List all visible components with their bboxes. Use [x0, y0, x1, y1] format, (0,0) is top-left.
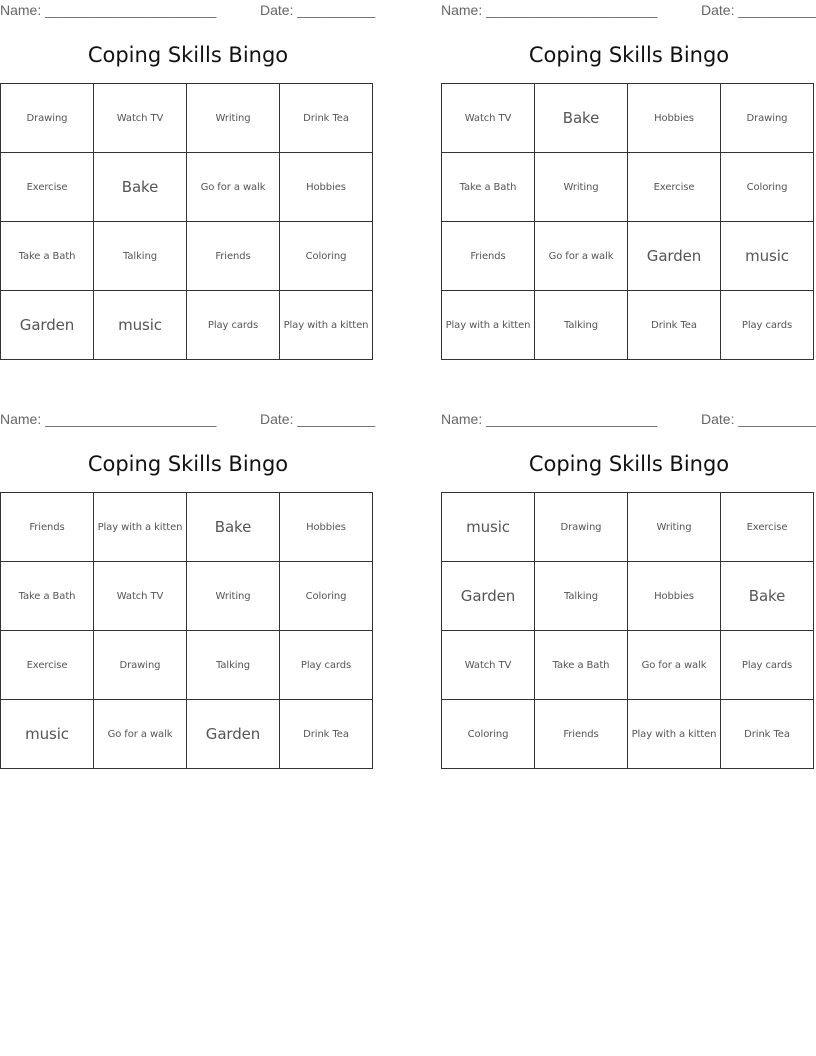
bingo-cell: Talking: [535, 562, 628, 631]
bingo-cell: Take a Bath: [1, 222, 94, 291]
bingo-cell: Friends: [535, 700, 628, 769]
bingo-cell: Writing: [628, 493, 721, 562]
card-title: Coping Skills Bingo: [87, 452, 289, 476]
date-field-label: Date: __________: [701, 2, 816, 18]
bingo-cell: music: [442, 493, 535, 562]
bingo-cell: Take a Bath: [442, 153, 535, 222]
bingo-cell: Talking: [535, 291, 628, 360]
bingo-cell: Play with a kitten: [628, 700, 721, 769]
bingo-cell: Drawing: [721, 84, 814, 153]
bingo-cell: Friends: [1, 493, 94, 562]
bingo-cell: Writing: [187, 84, 280, 153]
bingo-card-2: [441, 0, 816, 372]
date-field-label: Date: __________: [701, 411, 816, 427]
card-title: Coping Skills Bingo: [87, 43, 289, 67]
name-field-label: Name: ______________________: [0, 2, 217, 18]
bingo-cell: music: [94, 291, 187, 360]
bingo-cell: Play with a kitten: [94, 493, 187, 562]
name-field-label: Name: ______________________: [441, 411, 658, 427]
bingo-grid: [0, 492, 373, 769]
bingo-cell: Coloring: [280, 222, 373, 291]
card-header: [441, 2, 816, 20]
bingo-cell: Bake: [535, 84, 628, 153]
bingo-cell: Watch TV: [94, 562, 187, 631]
date-field-label: Date: __________: [260, 411, 376, 427]
bingo-cell: Take a Bath: [535, 631, 628, 700]
bingo-cell: Exercise: [721, 493, 814, 562]
bingo-cell: Hobbies: [280, 493, 373, 562]
bingo-cell: Coloring: [280, 562, 373, 631]
bingo-cell: Coloring: [721, 153, 814, 222]
bingo-cell: music: [1, 700, 94, 769]
bingo-cell: Play cards: [280, 631, 373, 700]
bingo-cell: Play cards: [187, 291, 280, 360]
bingo-cell: Drink Tea: [280, 700, 373, 769]
bingo-cell: Drawing: [535, 493, 628, 562]
bingo-cell: Bake: [721, 562, 814, 631]
bingo-cell: Exercise: [1, 153, 94, 222]
bingo-cell: Bake: [187, 493, 280, 562]
bingo-cell: Hobbies: [280, 153, 373, 222]
bingo-grid: [0, 83, 373, 360]
bingo-cell: Take a Bath: [1, 562, 94, 631]
bingo-cell: Friends: [187, 222, 280, 291]
bingo-cell: Garden: [1, 291, 94, 360]
bingo-cell: Writing: [535, 153, 628, 222]
bingo-cell: Exercise: [1, 631, 94, 700]
bingo-card-1: [0, 0, 376, 372]
bingo-cell: Play cards: [721, 291, 814, 360]
bingo-cell: Drink Tea: [721, 700, 814, 769]
date-field-label: Date: __________: [260, 2, 376, 18]
bingo-cell: Exercise: [628, 153, 721, 222]
bingo-cell: Watch TV: [94, 84, 187, 153]
bingo-cell: Go for a walk: [535, 222, 628, 291]
bingo-cell: Play cards: [721, 631, 814, 700]
bingo-cell: Friends: [442, 222, 535, 291]
bingo-cell: Garden: [187, 700, 280, 769]
bingo-cell: Go for a walk: [94, 700, 187, 769]
bingo-cell: Watch TV: [442, 631, 535, 700]
bingo-cell: music: [721, 222, 814, 291]
card-title: Coping Skills Bingo: [528, 43, 730, 67]
bingo-card-4: [441, 409, 816, 781]
bingo-cell: Drink Tea: [280, 84, 373, 153]
bingo-cell: Hobbies: [628, 84, 721, 153]
card-header: [0, 2, 376, 20]
bingo-cell: Play with a kitten: [280, 291, 373, 360]
bingo-cell: Talking: [94, 222, 187, 291]
bingo-cell: Garden: [628, 222, 721, 291]
bingo-cell: Watch TV: [442, 84, 535, 153]
bingo-cell: Hobbies: [628, 562, 721, 631]
bingo-grid: [441, 492, 814, 769]
bingo-cell: Go for a walk: [187, 153, 280, 222]
bingo-cell: Go for a walk: [628, 631, 721, 700]
card-header: [0, 411, 376, 429]
name-field-label: Name: ______________________: [441, 2, 658, 18]
bingo-card-3: [0, 409, 376, 781]
bingo-cell: Drawing: [94, 631, 187, 700]
bingo-cell: Play with a kitten: [442, 291, 535, 360]
bingo-cell: Drink Tea: [628, 291, 721, 360]
bingo-cell: Coloring: [442, 700, 535, 769]
bingo-cell: Writing: [187, 562, 280, 631]
bingo-cell: Drawing: [1, 84, 94, 153]
bingo-cell: Bake: [94, 153, 187, 222]
bingo-cell: Garden: [442, 562, 535, 631]
name-field-label: Name: ______________________: [0, 411, 217, 427]
bingo-cell: Talking: [187, 631, 280, 700]
card-header: [441, 411, 816, 429]
bingo-grid: [441, 83, 814, 360]
card-title: Coping Skills Bingo: [528, 452, 730, 476]
